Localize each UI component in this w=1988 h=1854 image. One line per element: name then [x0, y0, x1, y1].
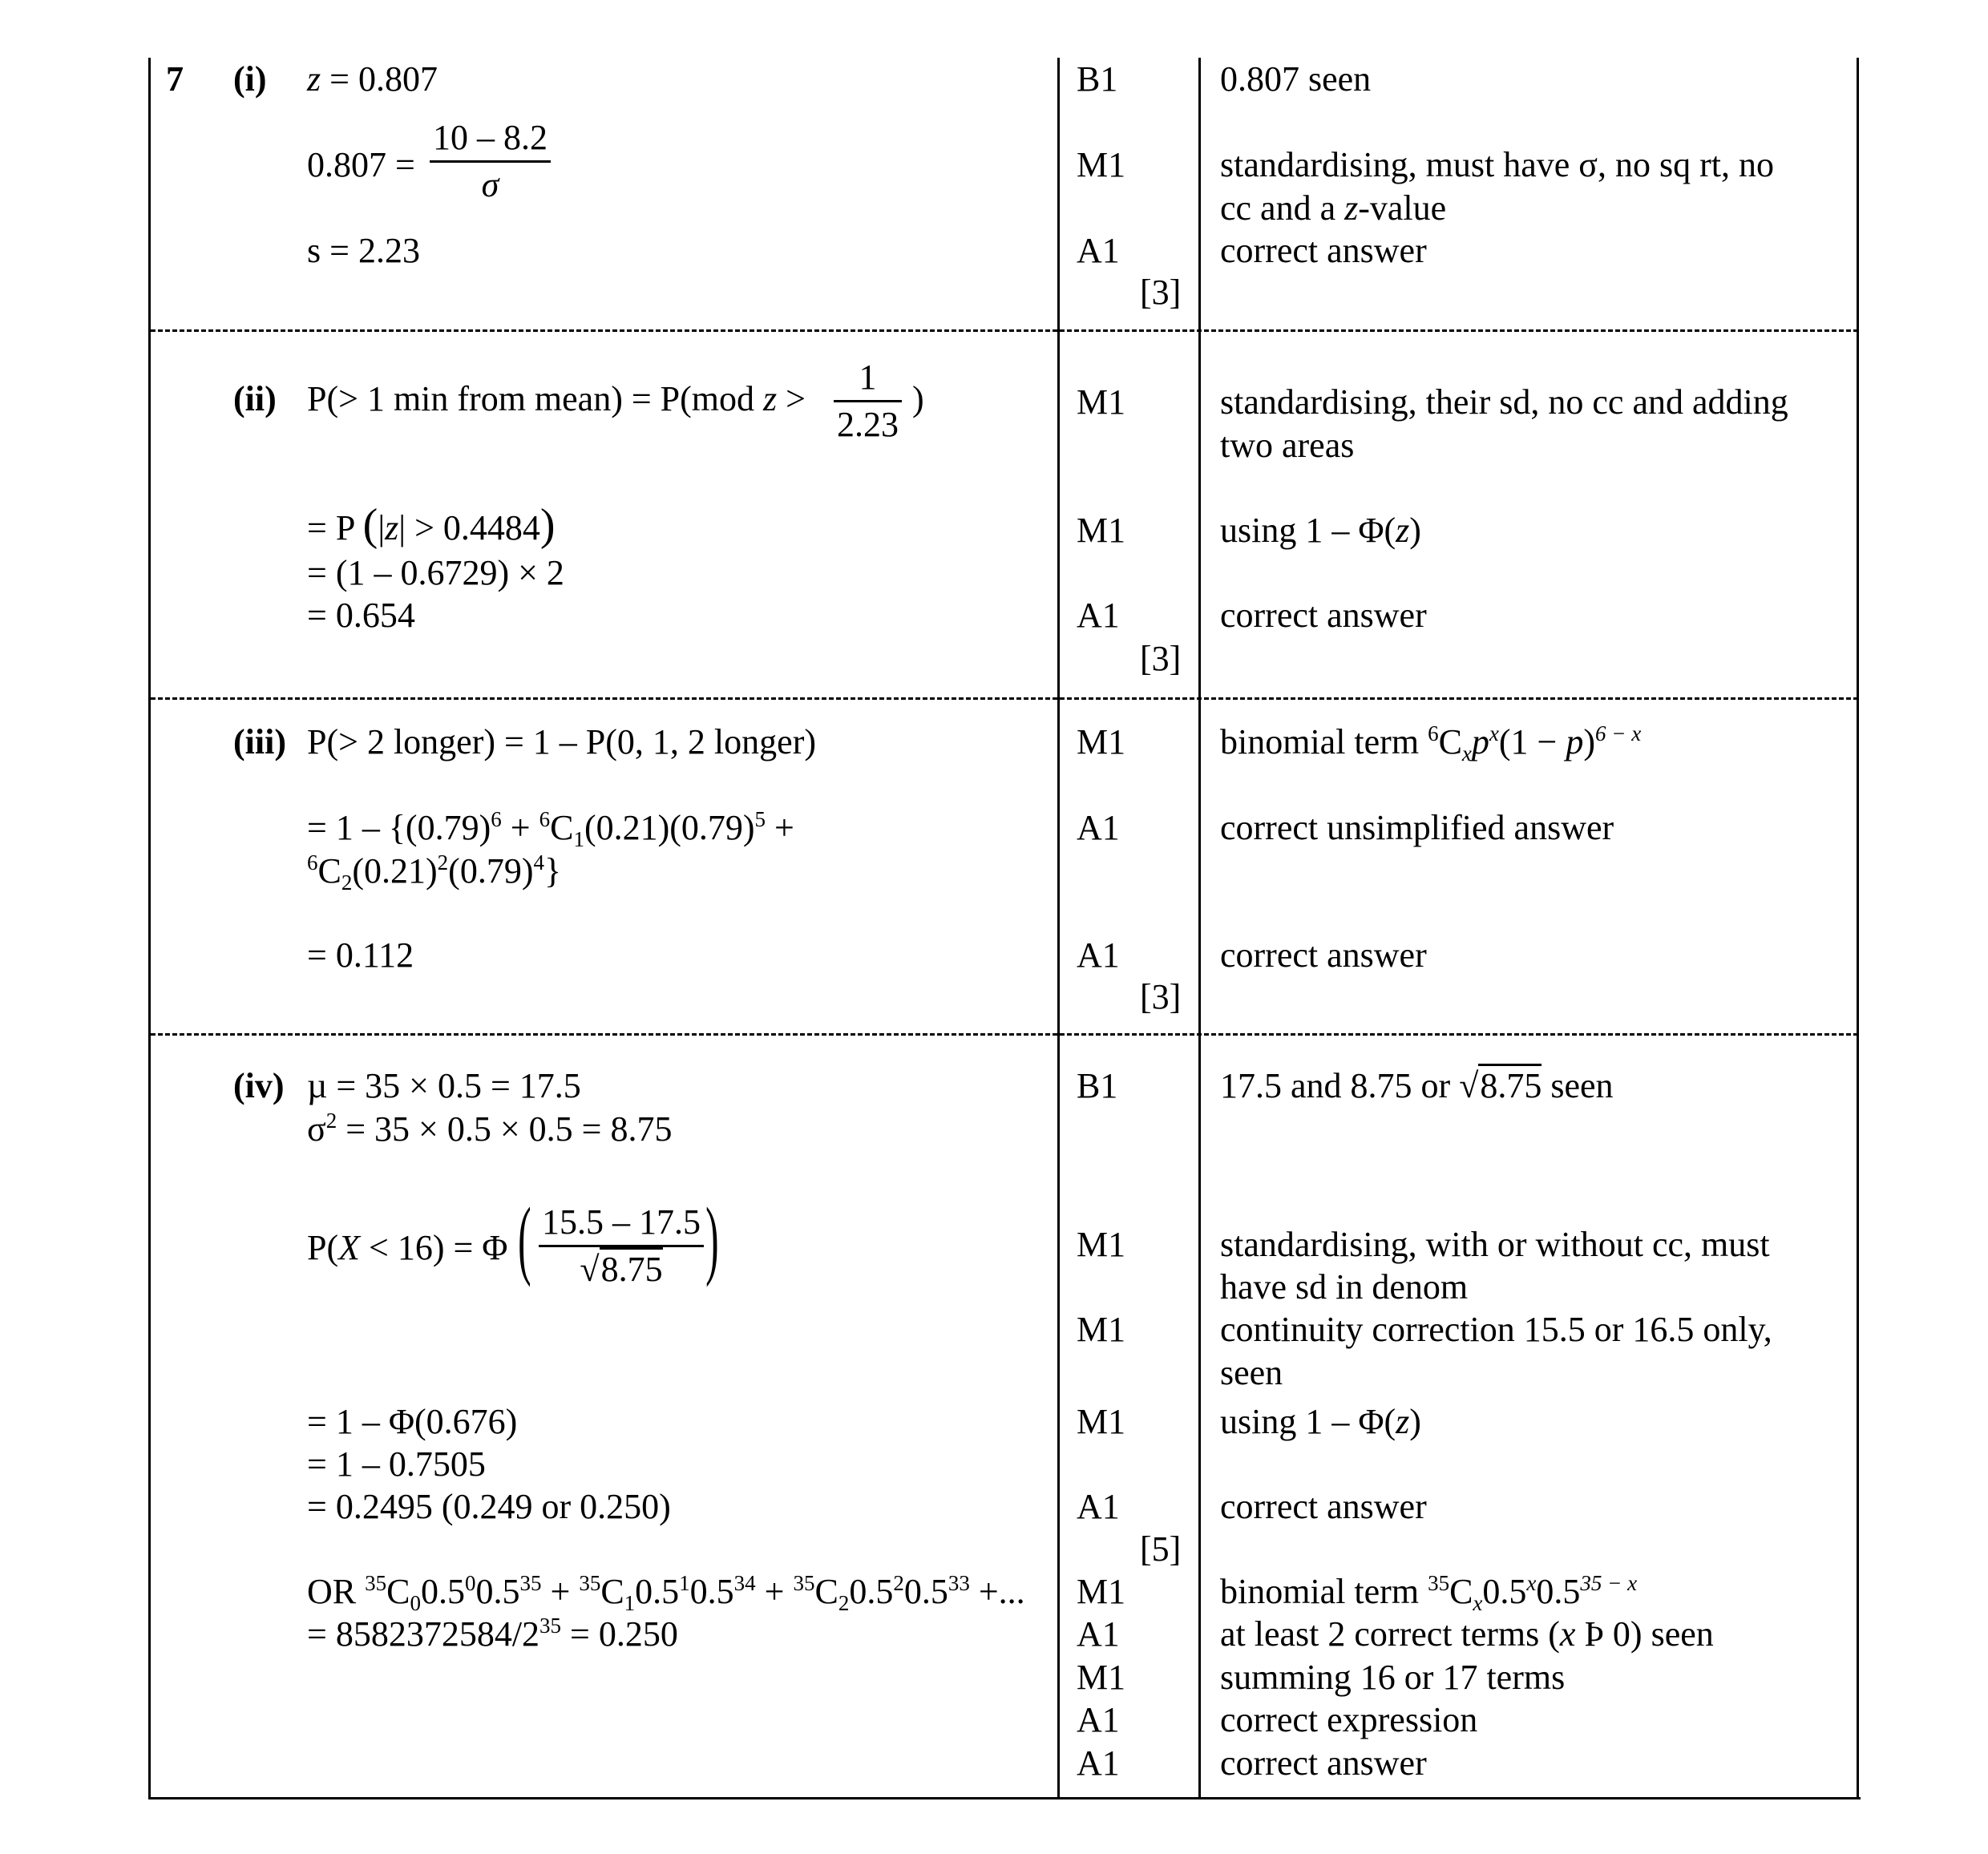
part-iii-line-1: P(> 2 longer) = 1 – P(0, 1, 2 longer): [307, 722, 816, 761]
part-label-ii: (ii): [233, 379, 277, 418]
mark-i-3: A1: [1077, 231, 1120, 270]
guidance-iii-3: correct answer: [1220, 935, 1427, 975]
guidance-i-2: standardising, must have σ, no sq rt, no: [1220, 145, 1774, 184]
mark-iv-10: A1: [1077, 1743, 1120, 1783]
guidance-i-3: cc and a z-value: [1220, 188, 1447, 228]
guidance-iv-10: summing 16 or 17 terms: [1220, 1658, 1566, 1697]
part-iv-result-2: = 1 – 0.7505: [307, 1444, 486, 1484]
question-number: 7: [166, 59, 184, 99]
part-iv-result-3: = 0.2495 (0.249 or 0.250): [307, 1487, 671, 1526]
mark-i-1: B1: [1077, 59, 1118, 99]
mark-ii-total: [3]: [1140, 639, 1182, 678]
part-ii-close-paren: ): [912, 379, 924, 418]
part-iv-open-paren: (: [518, 1190, 531, 1287]
part-label-iv: (iv): [233, 1066, 285, 1105]
guidance-iv-9: at least 2 correct terms (x Þ 0) seen: [1220, 1614, 1714, 1654]
divider-2: [151, 697, 1858, 700]
guidance-iv-11: correct expression: [1220, 1700, 1478, 1739]
mark-iv-7: A1: [1077, 1614, 1120, 1654]
part-ii-line-1: P(> 1 min from mean) = P(mod z >: [307, 379, 806, 418]
guidance-iv-12: correct answer: [1220, 1743, 1427, 1783]
mark-ii-1: M1: [1077, 382, 1126, 422]
guidance-iv-4: continuity correction 15.5 or 16.5 only,: [1220, 1310, 1772, 1349]
guidance-iii-1: binomial term $^6C_xp^x(1 - p)^{6 - x}$: [1220, 721, 1642, 765]
table-bottom-border: [148, 1797, 1861, 1799]
guidance-iv-7: correct answer: [1220, 1487, 1427, 1526]
guidance-iii-2: correct unsimplified answer: [1220, 808, 1614, 847]
mark-iv-3: M1: [1077, 1310, 1126, 1349]
part-iii-line-2: = $1 - \{(0.79)^6 + ^6C_1(0.21)(0.79)^5$ +: [307, 807, 794, 851]
mark-ii-3: A1: [1077, 596, 1120, 635]
part-i-s-line: s = 2.23: [307, 231, 420, 270]
table-col-divider-2: [1198, 58, 1201, 1797]
mark-iv-1: B1: [1077, 1066, 1118, 1105]
guidance-ii-1: standardising, their sd, no cc and adding: [1220, 382, 1788, 422]
guidance-ii-2: two areas: [1220, 426, 1355, 465]
part-ii-fraction: $\frac{1}{2.23}$: [834, 360, 902, 442]
part-iv-or-line: OR $^{35}C_00.5^00.5^{35} + ^{35}C_10.5^10.5^{34} + ^{35}C_20.5^20.5^{33}$ +...: [307, 1571, 1025, 1615]
mark-iii-1: M1: [1077, 722, 1126, 761]
mark-iv-8: M1: [1077, 1658, 1126, 1697]
guidance-ii-4: correct answer: [1220, 596, 1427, 635]
part-iii-line-4: = 0.112: [307, 935, 414, 975]
table-col-divider-1: [1057, 58, 1060, 1797]
part-iv-sigma: $\sigma^2 = 35 \times 0.5 \times 0.5 = 8.75$: [307, 1109, 673, 1149]
part-i-z-line: z = 0.807: [307, 59, 438, 99]
mark-iv-9: A1: [1077, 1700, 1120, 1739]
mark-iii-3: A1: [1077, 935, 1120, 975]
mark-iv-6: M1: [1077, 1572, 1126, 1611]
part-ii-line-2: = P (|z| > 0.4484): [307, 500, 556, 550]
mark-iv-4: M1: [1077, 1402, 1126, 1441]
part-ii-line-3: = (1 – 0.6729) × 2: [307, 553, 564, 592]
guidance-iv-5: seen: [1220, 1353, 1283, 1392]
guidance-iv-3: have sd in denom: [1220, 1267, 1469, 1307]
guidance-iv-8: binomial term $^{35}C_x0.5^x0.5^{35 - x}$: [1220, 1571, 1638, 1615]
part-iii-line-3: $^6C_2(0.21)^2(0.79)^4$}: [307, 850, 562, 895]
guidance-i-1: 0.807 seen: [1220, 59, 1372, 99]
mark-i-total: [3]: [1140, 273, 1182, 312]
part-iv-result-1: = 1 – Φ(0.676): [307, 1402, 518, 1441]
part-ii-line-4: = 0.654: [307, 596, 415, 635]
guidance-iv-1: 17.5 and 8.75 or √8.75 seen: [1220, 1068, 1614, 1104]
part-iv-prob: P(X < 16) = Φ: [307, 1228, 508, 1267]
part-iv-or-result: = $8582372584/2^{35} = 0.250$: [307, 1614, 678, 1654]
guidance-iv-2: standardising, with or without cc, must: [1220, 1225, 1770, 1264]
guidance-ii-3: using 1 – Φ(z): [1220, 511, 1421, 550]
mark-i-2: M1: [1077, 145, 1126, 184]
guidance-iv-6: using 1 – Φ(z): [1220, 1402, 1421, 1441]
part-iv-close-paren: ): [705, 1190, 719, 1287]
table-left-border: [148, 58, 151, 1797]
mark-iv-total: [5]: [1140, 1529, 1182, 1569]
divider-1: [151, 329, 1858, 332]
part-label-iii: (iii): [233, 722, 286, 761]
mark-iii-total: [3]: [1140, 977, 1182, 1016]
part-label-i: (i): [233, 59, 267, 99]
part-i-std-left: 0.807 =: [307, 145, 415, 184]
mark-ii-2: M1: [1077, 511, 1126, 550]
mark-iv-2: M1: [1077, 1225, 1126, 1264]
part-iv-fraction: $\frac{15.5 - 17.5}{√8.75}$: [539, 1205, 704, 1287]
mark-iii-2: A1: [1077, 808, 1120, 847]
part-i-fraction: $\frac{10 - 8.2}{\sigma}$: [430, 120, 551, 203]
part-iv-mu: µ = 35 × 0.5 = 17.5: [307, 1066, 581, 1105]
table-right-border: [1857, 58, 1859, 1797]
guidance-i-4: correct answer: [1220, 231, 1427, 270]
mark-iv-5: A1: [1077, 1487, 1120, 1526]
divider-3: [151, 1033, 1858, 1036]
